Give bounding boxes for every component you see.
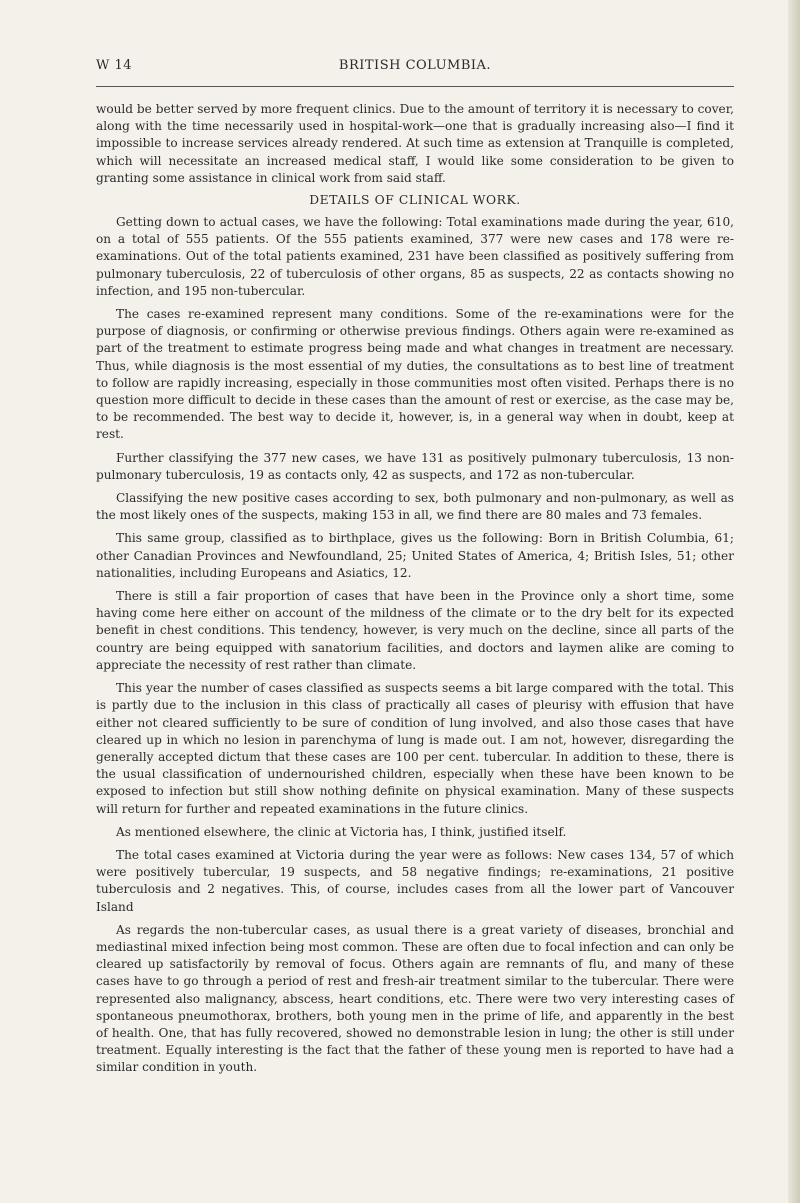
section-heading: DETAILS OF CLINICAL WORK. <box>309 193 521 208</box>
paragraph: The total cases examined at Victoria during the year were as follows: New cases 134, 57 of which were positively tubercular, 19 suspects, and 58 negative findings; re-examinations, 21 positive tuberculosis and 2 negatives. This, of course, includes cases from all the lower part of Vancouver Island <box>96 847 734 914</box>
paragraph: As regards the non-tubercular cases, as usual there is a great variety of diseases, bronchial and mediastinal mixed infection being most common. These are often due to focal infection and can only be cleared up satisfactorily by removal of focus. Others again are remnants of flu, and many of these cases have to go through a period of rest and fresh-air treatment similar to the tubercular. There were represented also malignancy, abscess, heart conditions, etc. There were two very interesting cases of spontaneous pneumothorax, brothers, both young men in the prime of life, and apparently in the best of health. One, that has fully recovered, showed no demonstrable lesion in lung; the other is still under treatment. Equally interesting is the fact that the father of these young men is reported to have had a similar condition in youth. <box>96 922 734 1075</box>
paragraph: This year the number of cases classified as suspects seems a bit large compared with the total. This is partly due to the inclusion in this class of practically all cases of pleurisy with effusion that have either not cleared sufficiently to be sure of condition of lung involved, and also those cases that have cleared up in which no lesion in parenchyma of lung is made out. I am not, however, disregarding the generally accepted dictum that these cases are 100 per cent. tubercular. In addition to these, there is the usual classification of undernourished children, especially when these have been known to be exposed to infection but still show nothing definite on physical examination. Many of these suspects will return for further and repeated examinations in the future clinics. <box>96 681 734 816</box>
header-rule <box>96 86 734 87</box>
paragraph: As mentioned elsewhere, the clinic at Victoria has, I think, justified itself. <box>116 824 567 839</box>
running-head <box>96 58 734 80</box>
paragraph: This same group, classified as to birthplace, gives us the following: Born in British Columbia, 61; other Canadian Provinces and Newfoundland, 25; United States of America, 4; British Isles, 51; other nationalities, including Europeans and Asiatics, 12. <box>96 531 734 580</box>
running-title: BRITISH COLUMBIA. <box>338 58 492 73</box>
paragraph: Further classifying the 377 new cases, we have 131 as positively pulmonary tuberculosis, 13 non-pulmonary tuberculosis, 19 as contacts only, 42 as suspects, and 172 as non-tubercular. <box>96 450 734 482</box>
page-edge-shadow <box>788 0 800 1203</box>
paragraph: There is still a fair proportion of cases that have been in the Province only a short time, some having come here either on account of the mildness of the climate or to the dry belt for its expected benefit in chest conditions. This tendency, however, is very much on the decline, since all parts of the country are being equipped with sanatorium facilities, and doctors and laymen alike are coming to appreciate the necessity of rest rather than climate. <box>96 589 734 672</box>
paragraph: would be better served by more frequent clinics. Due to the amount of territory it is necessary to cover, along with the time necessarily used in hospital-work—one that is gradually increasing also—I find it impossible to increase services already rendered. At such time as extension at Tranquille is completed, which will necessitate an increased medical staff, I would like some consideration to be given to granting some assistance in clinical work from said staff. <box>96 102 734 185</box>
paragraph: Getting down to actual cases, we have the following: Total examinations made during the year, 610, on a total of 555 patients. Of the 555 patients examined, 377 were new cases and 178 were re-examinations. Out of the total patients examined, 231 have been classified as positively suffering from pulmonary tuberculosis, 22 of tuberculosis of other organs, 85 as suspects, 22 as contacts showing no infection, and 195 non-tubercular. <box>96 215 734 298</box>
paragraph: Classifying the new positive cases according to sex, both pulmonary and non-pulmonary, as well as the most likely ones of the suspects, making 153 in all, we find there are 80 males and 73 females. <box>96 491 734 523</box>
paragraph: The cases re-examined represent many conditions. Some of the re-examinations were for the purpose of diagnosis, or confirming or otherwise previous findings. Others again were re-examined as part of the treatment to estimate progress being made and what changes in treatment are necessary. Thus, while diagnosis is the most essential of my duties, the consultations as to best line of treatment to follow are rapidly increasing, especially in those communities most often visited. Perhaps there is no question more difficult to decide in these cases than the amount of rest or exercise, as the case may be, to be recommended. The best way to decide it, however, is, in a general way when in doubt, keep at rest. <box>96 307 734 442</box>
document-page <box>96 58 734 1083</box>
page-number: W 14 <box>96 58 133 73</box>
